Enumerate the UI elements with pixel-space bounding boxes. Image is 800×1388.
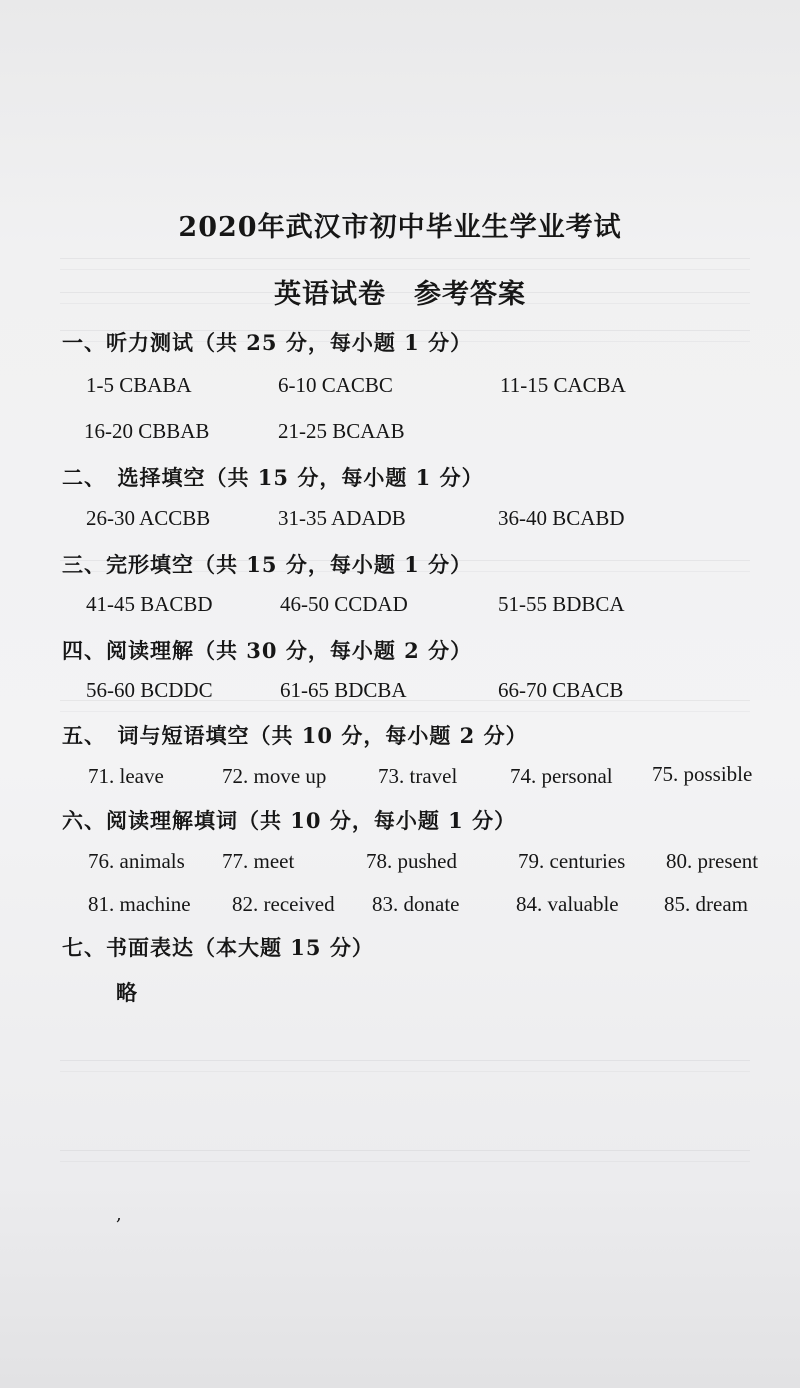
answer-item: 11-15 CACBA [500,373,626,397]
answer-item: 6-10 CACBC [278,373,393,397]
page-title: 2020年武汉市初中毕业生学业考试 [178,212,622,243]
bleed-through-line [60,1150,750,1162]
answer-item: 74. personal [510,764,613,788]
answer-item: 31-35 ADADB [278,506,406,530]
page-subtitle: 英语试卷 参考答案 [274,279,526,310]
bleed-through-line [60,258,750,270]
section-heading: 四、阅读理解（共 30 分，每小题 2 分） [62,638,473,663]
answer-item: 81. machine [88,892,191,916]
answer-item: 21-25 BCAAB [278,419,405,443]
answer-item: 1-5 CBABA [86,373,192,397]
answer-item: 82. received [232,892,335,916]
answer-item: 79. centuries [518,849,626,873]
answer-item: 75. possible [652,762,753,786]
answer-item: 41-45 BACBD [86,592,213,616]
answer-item: 36-40 BCABD [498,506,625,530]
answer-item: 78. pushed [366,849,457,873]
answer-item: 85. dream [664,892,748,916]
section-heading: 五、 词与短语填空（共 10 分，每小题 2 分） [62,723,528,748]
answer-item: 77. meet [222,849,295,873]
stray-mark: , [116,1204,122,1225]
answer-item: 56-60 BCDDC [86,678,213,702]
bleed-through-line [60,1060,750,1072]
answer-item: 略 [116,980,137,1005]
answer-item: 84. valuable [516,892,619,916]
answer-item: 26-30 ACCBB [86,506,211,530]
answer-item: 46-50 CCDAD [280,592,408,616]
section-heading: 六、阅读理解填词（共 10 分，每小题 1 分） [62,808,517,833]
answer-item: 76. animals [88,849,185,873]
answer-item: 16-20 CBBAB [84,419,210,443]
answer-item: 66-70 CBACB [498,678,624,702]
answer-item: 73. travel [378,764,458,788]
answer-item: 51-55 BDBCA [498,592,625,616]
section-heading: 三、完形填空（共 15 分，每小题 1 分） [62,552,473,577]
section-heading: 七、书面表达（本大题 15 分） [62,935,374,960]
answer-item: 80. present [666,849,759,873]
answer-item: 72. move up [222,764,327,788]
answer-item: 61-65 BDCBA [280,678,407,702]
answer-item: 71. leave [88,764,164,788]
answer-item: 83. donate [372,892,460,916]
section-heading: 二、 选择填空（共 15 分，每小题 1 分） [62,465,484,490]
section-heading: 一、听力测试（共 25 分，每小题 1 分） [62,330,473,355]
